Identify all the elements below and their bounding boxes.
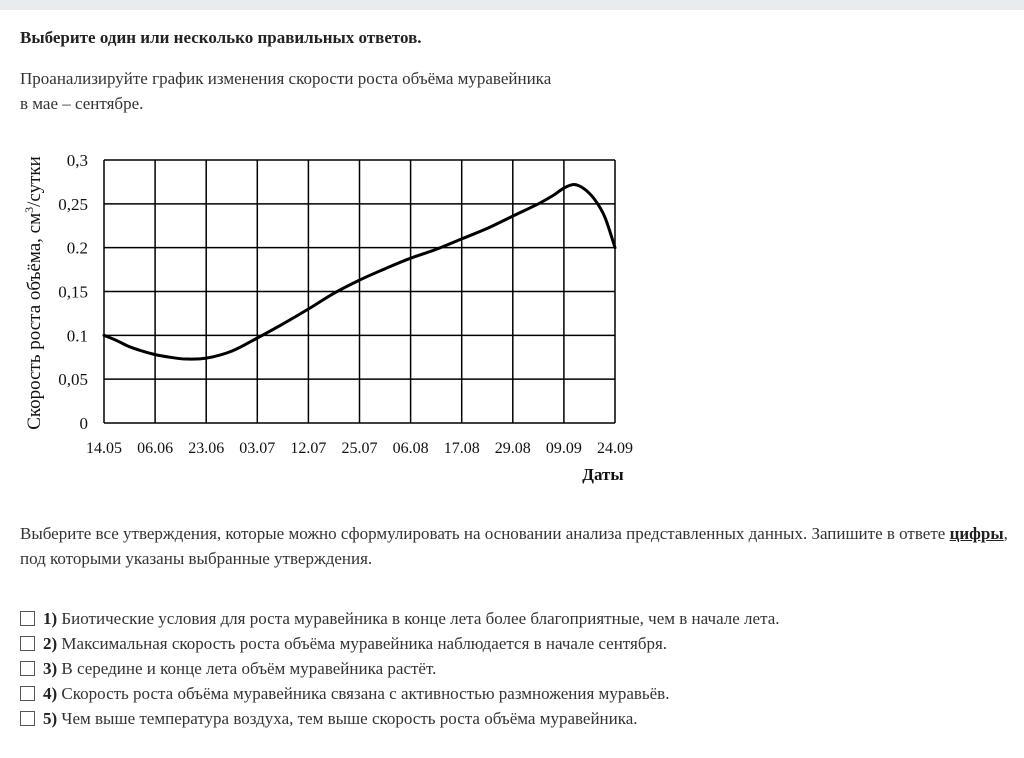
y-tick-label: 0,3 <box>66 151 88 170</box>
x-tick-label: 14.05 <box>86 440 122 457</box>
x-axis-label: Даты <box>582 465 624 484</box>
answer-number: 3) <box>43 658 58 678</box>
y-tick-label: 0,15 <box>58 282 88 302</box>
answer-option-4[interactable] <box>20 681 780 706</box>
x-tick-label: 17.08 <box>443 440 480 457</box>
answer-text: Биотические условия для роста муравейника в конце лета более благоприятные, чем в начале лета. <box>57 608 780 628</box>
y-tick-label: 0 <box>79 414 88 433</box>
answer-text: Скорость роста объёма муравейника связана с активностью размножения муравьёв. <box>57 683 670 703</box>
top-bar <box>0 0 1024 10</box>
question-text-after: , под которыми указаны выбранные утверждения. <box>20 524 1008 568</box>
task-instruction: Выберите один или несколько правильных ответов. <box>20 28 422 47</box>
chart-svg <box>18 148 658 493</box>
chart-grid <box>104 160 615 423</box>
answer-options <box>20 606 780 731</box>
answer-checkbox-4[interactable] <box>20 686 35 701</box>
x-tick-label: 06.06 <box>137 440 174 457</box>
answer-checkbox-5[interactable] <box>20 711 35 726</box>
answer-number: 1) <box>43 608 58 628</box>
x-tick-label: 29.08 <box>494 440 531 457</box>
x-tick-label: 03.07 <box>239 440 276 457</box>
answer-checkbox-3[interactable] <box>20 661 35 676</box>
answer-checkbox-2[interactable] <box>20 636 35 651</box>
growth-rate-chart <box>18 148 658 493</box>
x-tick-labels <box>86 440 633 457</box>
x-tick-label: 09.09 <box>545 440 582 457</box>
y-tick-label: 0.2 <box>66 238 88 258</box>
y-tick-label: 0.1 <box>66 326 88 346</box>
x-tick-label: 24.09 <box>597 440 633 457</box>
x-tick-label: 23.06 <box>188 440 225 457</box>
question-text <box>20 521 1010 571</box>
task-intro <box>20 66 551 116</box>
answer-option-3[interactable] <box>20 656 780 681</box>
y-tick-labels <box>58 151 88 433</box>
answer-checkbox-1[interactable] <box>20 611 35 626</box>
answer-option-2[interactable] <box>20 631 780 656</box>
answer-number: 5) <box>43 708 58 728</box>
y-tick-label: 0,05 <box>58 370 88 390</box>
x-tick-label: 25.07 <box>341 440 378 457</box>
answer-text: В середине и конце лета объём муравейника растёт. <box>57 658 437 678</box>
answer-number: 4) <box>43 683 58 703</box>
answer-option-1[interactable] <box>20 606 780 631</box>
answer-text: Максимальная скорость роста объёма муравейника наблюдается в начале сентября. <box>57 633 668 653</box>
x-tick-label: 12.07 <box>290 440 327 457</box>
intro-line-2: в мае – сентябре. <box>20 94 144 113</box>
y-tick-label: 0,25 <box>58 194 88 214</box>
answer-option-5[interactable] <box>20 706 780 731</box>
question-emphasis: цифры <box>949 524 1004 543</box>
answer-number: 2) <box>43 633 58 653</box>
answer-text: Чем выше температура воздуха, тем выше скорость роста объёма муравейника. <box>57 708 638 728</box>
x-tick-label: 06.08 <box>392 440 429 457</box>
y-axis-label: Скорость роста объёма, $см^3$/сутки <box>22 156 45 430</box>
question-text-before: Выберите все утверждения, которые можно сформулировать на основании анализа представленных данных. Запишите в ответе <box>20 524 950 543</box>
intro-line-1: Проанализируйте график изменения скорости роста объёма муравейника <box>20 69 552 88</box>
